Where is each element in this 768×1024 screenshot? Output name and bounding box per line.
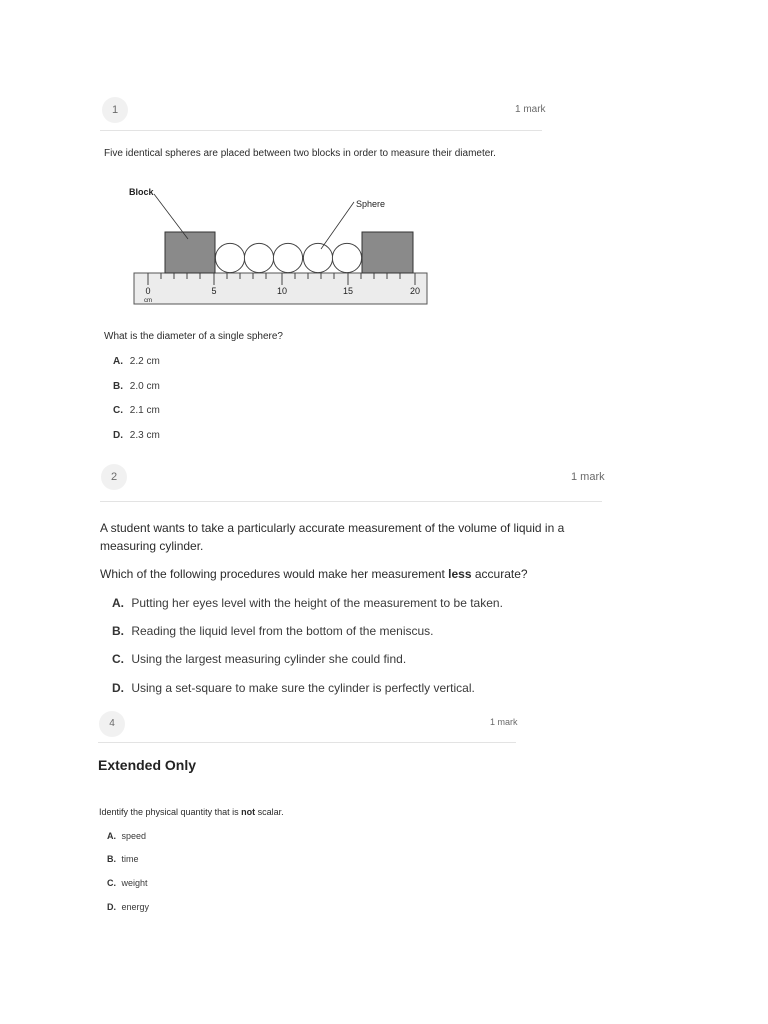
option-letter: A. (113, 356, 123, 367)
option-text: Reading the liquid level from the bottom of the meniscus. (131, 624, 434, 638)
sphere-label: Sphere (356, 199, 386, 209)
question-text-start: Which of the following procedures would make her measurement (100, 567, 449, 581)
option-letter: B. (107, 854, 116, 864)
answer-option-c[interactable] (107, 878, 148, 888)
answer-option-a[interactable] (107, 831, 146, 841)
ruler-tick-label-0: 0 (145, 286, 151, 296)
question-stem: A student wants to take a particularly accurate measurement of the volume of liquid in a measuring cylinder. (100, 521, 565, 553)
option-text: speed (121, 831, 147, 841)
ruler-tick-label-5: 5 (211, 286, 217, 296)
ruler-unit-label: cm (144, 298, 152, 304)
sphere (273, 243, 302, 272)
option-letter: B. (112, 624, 124, 638)
question-text-end: scalar. (255, 807, 284, 817)
ruler-tick-label-15: 15 (342, 286, 354, 296)
question-stem: Five identical spheres are placed between two blocks in order to measure their diameter. (104, 148, 496, 159)
option-text: Putting her eyes level with the height of the measurement to be taken. (131, 596, 503, 610)
option-text: 2.0 cm (129, 381, 160, 392)
block-left (165, 232, 215, 273)
question-mark-value: 1 mark (490, 717, 518, 727)
section-heading: Extended Only (98, 757, 197, 773)
question-number-badge: 2 (101, 464, 127, 490)
option-text: 2.2 cm (129, 356, 160, 367)
answer-option-c[interactable] (112, 652, 406, 666)
option-text: time (121, 854, 139, 864)
option-letter: D. (113, 430, 123, 441)
question-text (99, 807, 284, 817)
option-letter: D. (107, 902, 116, 912)
question-number-badge: 1 (102, 97, 128, 123)
option-letter: C. (112, 652, 124, 666)
sphere (332, 243, 361, 272)
divider (98, 742, 516, 743)
option-letter: C. (113, 405, 123, 416)
divider (100, 501, 602, 502)
answer-option-d[interactable] (112, 681, 475, 695)
question-emphasis: less (448, 567, 472, 581)
option-text: 2.1 cm (129, 405, 160, 416)
answer-option-a[interactable] (113, 356, 160, 367)
option-letter: B. (113, 381, 123, 392)
option-letter: D. (112, 681, 124, 695)
question-text-start: Identify the physical quantity that is (99, 807, 242, 817)
block-right (362, 232, 413, 273)
option-text: Using the largest measuring cylinder she could find. (131, 652, 407, 666)
block-label: Block (129, 187, 154, 197)
divider (100, 130, 542, 131)
answer-option-b[interactable] (107, 854, 139, 864)
answer-option-d[interactable] (107, 902, 149, 912)
option-letter: C. (107, 878, 116, 888)
question-mark-value: 1 mark (515, 104, 546, 115)
option-text: weight (121, 878, 148, 888)
question-text (100, 567, 528, 581)
option-text: Using a set-square to make sure the cylinder is perfectly vertical. (131, 681, 475, 695)
answer-option-a[interactable] (112, 596, 503, 610)
answer-option-c[interactable] (113, 405, 160, 416)
sphere (215, 243, 244, 272)
question-number-badge: 4 (99, 711, 125, 737)
ruler-tick-label-20: 20 (409, 286, 421, 296)
sphere-ruler-diagram (120, 182, 430, 312)
option-letter: A. (112, 596, 124, 610)
sphere (244, 243, 273, 272)
option-text: 2.3 cm (129, 430, 160, 441)
answer-option-b[interactable] (113, 381, 160, 392)
answer-option-b[interactable] (112, 624, 434, 638)
option-letter: A. (107, 831, 116, 841)
ruler-tick-label-10: 10 (276, 286, 288, 296)
question-mark-value: 1 mark (571, 471, 605, 483)
option-text: energy (121, 902, 150, 912)
answer-option-d[interactable] (113, 430, 160, 441)
question-text-end: accurate? (471, 567, 528, 581)
question-text: What is the diameter of a single sphere? (104, 331, 283, 342)
sphere-leader-line (321, 202, 354, 249)
sphere (303, 243, 332, 272)
question-emphasis: not (241, 807, 256, 817)
